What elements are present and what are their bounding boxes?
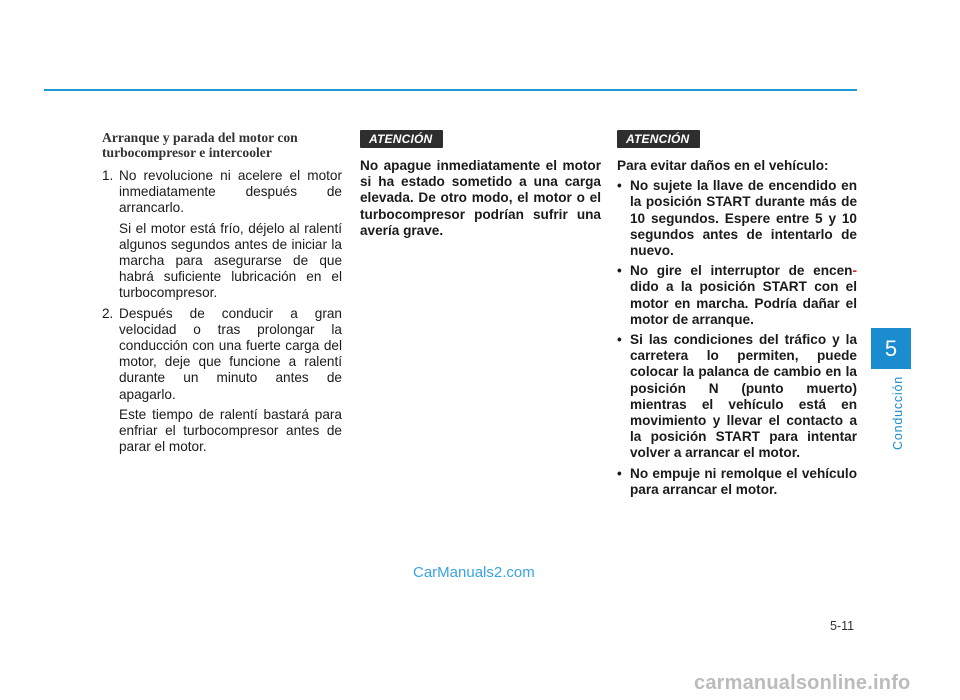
page-number: 5-11	[830, 619, 855, 633]
bullet-text-part-2: dido a la posición START con el motor en marcha. Podría dañar el motor de arranque.	[630, 279, 857, 327]
attention-text: No apague inmediatamente el motor si ha estado sometido a una carga elevada. De otro modo, el motor o el turbocompresor podrían sufrir una avería grave.	[360, 158, 601, 238]
item-2-note: Este tiempo de ralentí bastará para enfriar el turbocompresor antes de parar el motor.	[119, 406, 342, 455]
top-rule	[44, 89, 857, 91]
middle-column	[360, 130, 601, 239]
bullet-icon: •	[617, 332, 622, 348]
bullet-item-4	[617, 466, 857, 498]
item-number: 1.	[102, 168, 114, 183]
bullet-text: Si las condiciones del tráfico y la carretera lo permiten, puede colocar la palanca de cambio en la posición N (punto muerto) mientras el vehículo está en movimiento y llevar el contacto a la posición START para intentar volver a arrancar el motor.	[630, 332, 857, 461]
section-title-line-2: turbocompresor e intercooler	[102, 145, 272, 160]
section-title	[102, 130, 342, 160]
hyphen-mark: -	[852, 263, 857, 279]
right-column	[617, 130, 857, 498]
footer-site-watermark: carmanualsonline.info	[694, 672, 911, 694]
attention-badge: ATENCIÓN	[617, 130, 700, 148]
bullet-text-part-1: No gire el interruptor de encen	[630, 263, 853, 279]
attention-intro: Para evitar daños en el vehículo:	[617, 158, 829, 173]
item-1-note: Si el motor está frío, déjelo al ralentí algunos segundos antes de iniciar la marcha para asegurarse de que habrá suficiente lubricación en el turbocompresor.	[119, 220, 342, 301]
section-title-line-1: Arranque y parada del motor con	[102, 130, 298, 145]
bullet-item-2	[617, 263, 857, 328]
bullet-item-1	[617, 178, 857, 259]
bullet-item-3	[617, 332, 857, 462]
bullet-icon: •	[617, 263, 622, 279]
attention-badge: ATENCIÓN	[360, 130, 443, 148]
bullet-text: No empuje ni remolque el vehículo para arrancar el motor.	[630, 465, 857, 497]
chapter-number-tab: 5	[871, 328, 911, 369]
bullet-text	[630, 263, 857, 328]
item-number: 2.	[102, 305, 114, 321]
bullet-icon: •	[617, 465, 622, 481]
bullet-icon: •	[617, 178, 622, 194]
numbered-item-1	[102, 168, 342, 217]
watermark-link[interactable]: CarManuals2.com	[413, 564, 535, 581]
left-column	[102, 130, 342, 459]
chapter-label: Conducción	[891, 375, 905, 450]
bullet-text: No sujete la llave de encendido en la posición START durante más de 10 segundos. Espere entre 5 y 10 segundos antes de intentarlo de nuevo.	[630, 178, 857, 259]
item-text: No revolucione ni acelere el motor inmediatamente después de arrancarlo.	[119, 168, 342, 216]
item-text: Después de conducir a gran velocidad o tras prolongar la conducción con una fuerte carga del motor, deje que funcione a ralentí durante un minuto antes de apagarlo.	[119, 305, 342, 402]
numbered-item-2	[102, 306, 342, 403]
